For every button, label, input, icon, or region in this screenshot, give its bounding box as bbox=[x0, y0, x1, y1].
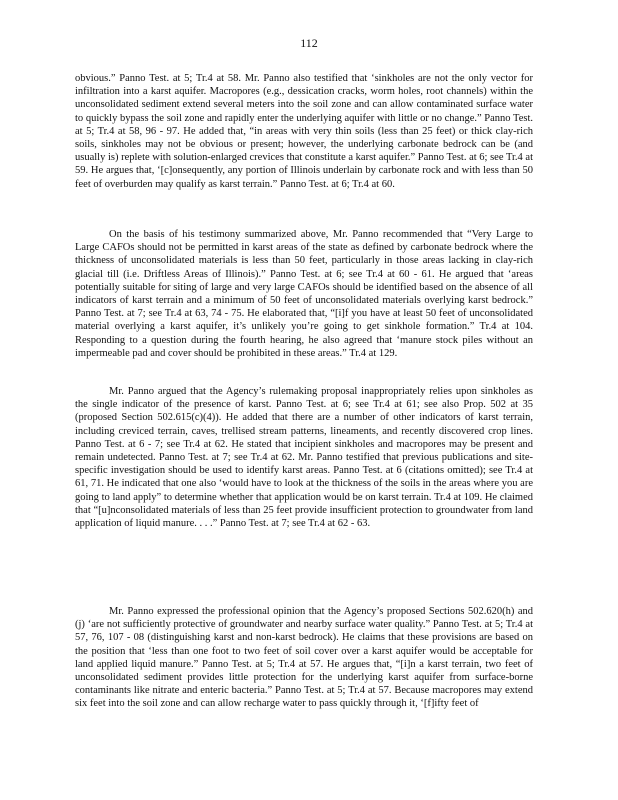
paragraph-1-text: obvious.” Panno Test. at 5; Tr.4 at 58. Mr. Panno also testified that ‘sinkholes are not the only vector for infiltration into a karst aquifer. Macropores (e.g., dessication cracks, worm holes, root channels) within the unconsolidated sediment extend several meters into the soil zone and can allow contaminated surface water to quickly bypass the soil zone and rapidly enter the underlying aquifer with little or no change.” Panno Test. at 5; Tr.4 at 58, 96 - 97. He added that, “in areas with very thin soils (less than 25 feet) or thick clay-rich soils, sinkholes may not be obvious or present; however, the underlying carbonate bedrock can be (and usually is) replete with solution-enlarged crevices that constitute a karst aquifer.” Panno Test. at 6; see Tr.4 at 59. He argues that, ‘[c]onsequently, any portion of Illinois underlain by carbonate rock and with less than 50 feet of overburden may qualify as karst terrain.” Panno Test. at 6; Tr.4 at 60. bbox=[75, 73, 533, 190]
page-number: 112 bbox=[300, 36, 318, 50]
paragraph-2-text: On the basis of his testimony summarized above, Mr. Panno recommended that “Very Large to Large CAFOs should not be permitted in karst areas of the state as defined by carbonate bedrock where the thickness of unconsolidated materials is less than 50 feet, particularly in those areas lacking in clay-rich glacial till (i.e. Driftless Areas of Illinois).” Panno Test. at 6; see Tr.4 at 60 - 61. He argued that ‘areas potentially suitable for siting of large and very large CAFOs should be identified based on the absence of all indicators of karst terrain and a minimum of 50 feet of unconsolidated materials overlying karst bedrock.” Panno Test. at 7; see Tr.4 at 63, 74 - 75. He elaborated that, “[i]f you have at least 50 feet of unconsolidated material overlying a karst aquifer, it’s unlikely you’re going to get sinkhole formation.” Tr.4 at 104. Responding to a question during the fourth hearing, he also agreed that ‘manure stock piles without an impermeable pad and cover should be prohibited in these areas.” Tr.4 at 129. bbox=[75, 229, 533, 359]
paragraph-2 bbox=[75, 228, 533, 360]
paragraph-3-text: Mr. Panno argued that the Agency’s rulemaking proposal inappropriately relies upon sinkholes as the single indicator of the presence of karst. Panno Test. at 6; see Tr.4 at 61; see also Prop. 502 at 35 (proposed Section 502.615(c)(4)). He added that there are a number of other indicators of karst terrain, including creviced terrain, caves, trellised stream patterns, lineaments, and recently discovered crop lines. Panno Test. at 6 - 7; see Tr.4 at 62. He stated that incipient sinkholes and macropores may be present and remain undetected. Panno Test. at 7; see Tr.4 at 62. Mr. Panno testified that previous publications and site-specific investigation should be used to identify karst areas. Panno Test. at 6 (citations omitted); see Tr.4 at 61, 71. He indicated that one also ‘would have to look at the thickness of the soils in the areas where you are going to land apply” to determine whether that application would be on karst terrain. Tr.4 at 109. He claimed that “[u]nconsolidated materials of less than 25 feet provide insufficient protection to groundwater from land application of liquid manure. . . .” Panno Test. at 7; see Tr.4 at 62 - 63. bbox=[75, 386, 533, 530]
paragraph-4-text: Mr. Panno expressed the professional opinion that the Agency’s proposed Sections 502.620(h) and (j) ‘are not sufficiently protective of groundwater and nearby surface water quality.” Panno Test. at 5; Tr.4 at 57, 76, 107 - 08 (distinguishing karst and non-karst bedrock). He claims that these provisions are based on the position that ‘less than one foot to two feet of soil cover over a karst aquifer would be acceptable for land applied liquid manure.” Panno Test. at 5; Tr.4 at 57. He argues that, “[i]n a karst terrain, two feet of unconsolidated sediment provides little protection for the underlying karst aquifer from surface-borne contaminants like nitrate and enteric bacteria.” Panno Test. at 5; Tr.4 at 57. Because macropores may extend six feet into the soil zone and can allow recharge water to pass quickly through it, ‘[f]ifty feet of bbox=[75, 606, 533, 710]
paragraph-4 bbox=[75, 605, 533, 711]
paragraph-1 bbox=[75, 72, 533, 191]
paragraph-3 bbox=[75, 385, 533, 530]
